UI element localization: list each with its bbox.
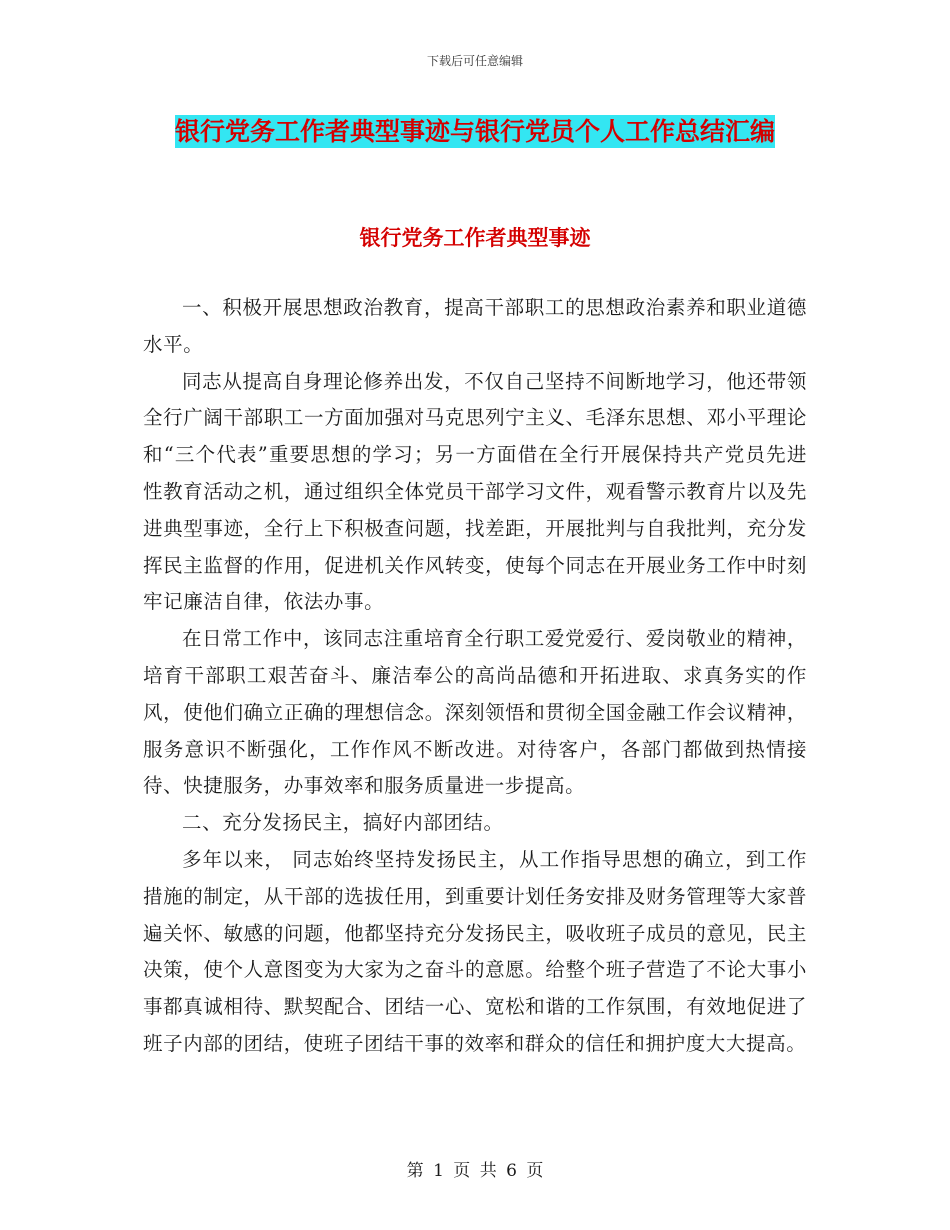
document-title <box>145 110 805 154</box>
paragraph: 在日常工作中，该同志注重培育全行职工爱党爱行、爱岗敬业的精神，培育干部职工艰苦奋斗、廉洁奉公的高尚品德和开拓进取、求真务实的作风，使他们确立正确的理想信念。深刻领悟和贯彻全国金融工作会议精神，服务意识不断强化，工作作风不断改进。对待客户，各部门都做到热情接待、快捷服务，办事效率和服务质量进一步提高。 <box>143 627 807 798</box>
paragraph: 二、充分发扬民主，搞好内部团结。 <box>182 811 504 835</box>
section-title: 银行党务工作者典型事迹 <box>359 226 591 250</box>
paragraph: 一、积极开展思想政治教育，提高干部职工的思想政治素养和职业道德水平。 <box>143 296 807 356</box>
paragraph: 同志从提高自身理论修养出发，不仅自己坚持不间断地学习，他还带领全行广阔干部职工一方面加强对马克思列宁主义、毛泽东思想、邓小平理论和“三个代表”重要思想的学习；另一方面借在全行开展保持共产党员先进性教育活动之机，通过组织全体党员干部学习文件，观看警示教育片以及先进典型事迹，全行上下积极查问题，找差距，开展批判与自我批判，充分发挥民主监督的作用，促进机关作风转变，使每个同志在开展业务工作中时刻牢记廉洁自律，依法办事。 <box>143 369 807 614</box>
document-body <box>143 290 807 1063</box>
paragraph: 多年以来， 同志始终坚持发扬民主，从工作指导思想的确立，到工作措施的制定，从干部的选拔任用，到重要计划任务安排及财务管理等大家普遍关怀、敏感的问题，他都坚持充分发扬民主，吸收班子成员的意见，民主决策，使个人意图变为大家为之奋斗的意愿。给整个班子营造了不论大事小事都真诚相待、默契配合、团结一心、宽松和谐的工作氛围，有效地促进了班子内部的团结，使班子团结干事的效率和群众的信任和拥护度大大提高。 <box>143 847 807 1055</box>
document-title-text: 银行党务工作者典型事迹与银行党员个人工作总结汇编 <box>174 117 775 146</box>
header-note: 下载后可任意编辑 <box>426 54 523 68</box>
page-footer: 第 1 页 共 6 页 <box>406 1161 544 1181</box>
